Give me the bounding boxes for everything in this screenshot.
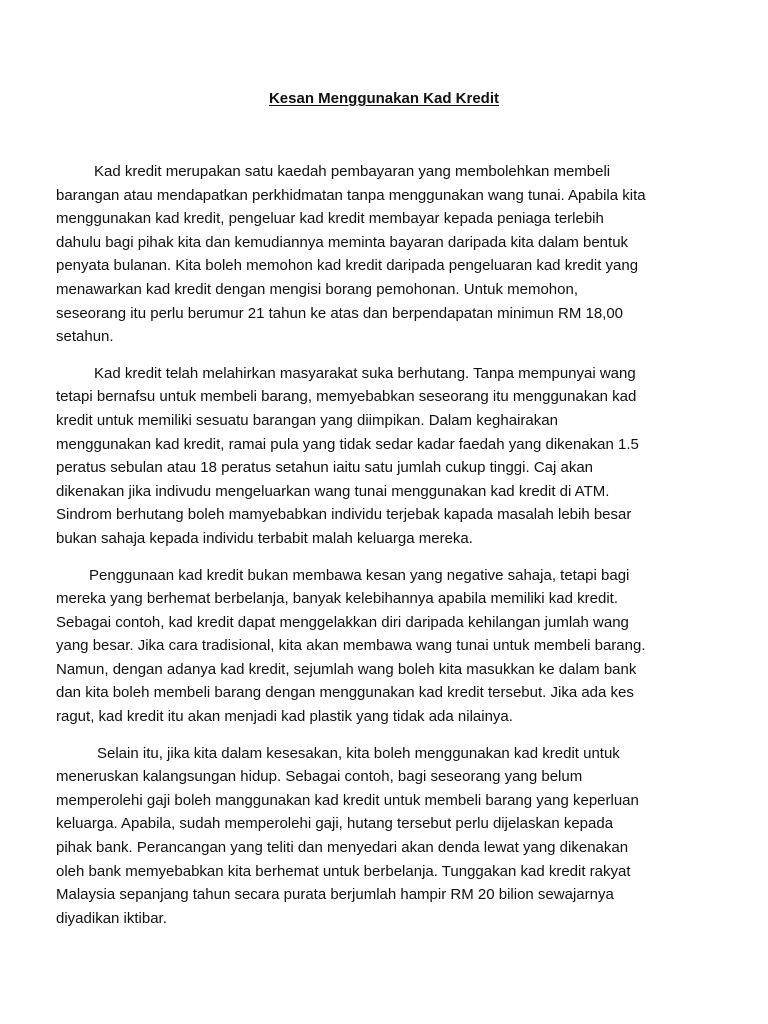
text-line: dikenakan jika indivudu mengeluarkan wang tunai menggunakan kad kredit di ATM. [56,482,610,500]
text-line: pihak bank. Perancangan yang teliti dan menyedari akan denda lewat yang dikenakan [56,839,629,857]
document-title: Kesan Menggunakan Kad Kredit [268,90,500,107]
paragraph-1 [56,160,716,349]
text-line: Kad kredit telah melahirkan masyarakat suka berhutang. Tanpa mempunyai wang [94,364,636,382]
text-line: Selain itu, jika kita dalam kesesakan, kita boleh menggunakan kad kredit untuk [97,744,620,762]
text-line: tetapi bernafsu untuk membeli barang, memyebabkan seseorang itu menggunakan kad [56,388,637,406]
text-line: dahulu bagi pihak kita dan kemudiannya meminta bayaran daripada kita dalam bentuk [56,233,629,251]
text-line: barangan atau mendapatkan perkhidmatan tanpa menggunakan wang tunai. Apabila kita [56,186,646,204]
paragraph-2 [56,362,716,551]
text-line: seseorang itu perlu berumur 21 tahun ke atas dan berpendapatan minimun RM 18,00 [56,304,624,322]
text-line: dan kita boleh membeli barang dengan menggunakan kad kredit tersebut. Jika ada kes [56,684,634,702]
text-line: oleh bank memyebabkan kita berhemat untuk berbelanja. Tunggakan kad kredit rakyat [56,862,631,880]
text-line: kredit untuk memiliki sesuatu barangan yang diimpikan. Dalam keghairakan [56,411,558,429]
text-line: bukan sahaja kepada individu terbabit malah keluarga mereka. [56,529,473,547]
document-body [56,160,716,943]
text-line: Sindrom berhutang boleh mamyebabkan individu terjebak kapada masalah lebih besar [56,506,632,524]
text-line: memperolehi gaji boleh manggunakan kad kredit untuk membeli barang yang keperluan [56,791,639,809]
text-line: Sebagai contoh, kad kredit dapat menggelakkan diri daripada kehilangan jumlah wang [56,613,629,631]
paragraph-3 [56,564,716,729]
text-line: Penggunaan kad kredit bukan membawa kesan yang negative sahaja, tetapi bagi [89,566,630,584]
text-line: Namun, dengan adanya kad kredit, sejumlah wang boleh kita masukkan ke dalam bank [56,660,637,678]
text-line: menggunakan kad kredit, ramai pula yang tidak sedar kadar faedah yang dikenakan 1.5 [56,435,639,453]
text-line: meneruskan kalangsungan hidup. Sebagai contoh, bagi seseorang yang belum [56,768,583,786]
text-line: menawarkan kad kredit dengan mengisi borang pemohonan. Untuk memohon, [56,280,578,298]
text-line: Kad kredit merupakan satu kaedah pembayaran yang membolehkan membeli [94,163,611,180]
paragraph-4 [56,742,716,931]
text-line: penyata bulanan. Kita boleh memohon kad kredit daripada pengeluaran kad kredit yang [56,257,639,275]
text-line: menggunakan kad kredit, pengeluar kad kredit membayar kepada peniaga terlebih [56,210,604,228]
text-line: setahun. [56,328,114,346]
text-line: diyadikan iktibar. [56,909,167,927]
text-line: yang besar. Jika cara tradisional, kita akan membawa wang tunai untuk membeli barang. [56,637,646,655]
text-line: Malaysia sepanjang tahun secara purata berjumlah hampir RM 20 bilion sewajarnya [56,886,614,904]
text-line: mereka yang berhemat berbelanja, banyak kelebihannya apabila memiliki kad kredit. [56,590,618,608]
text-line: keluarga. Apabila, sudah memperolehi gaji, hutang tersebut perlu dijelaskan kepada [56,815,614,833]
text-line: peratus sebulan atau 18 peratus setahun iaitu satu jumlah cukup tinggi. Caj akan [56,459,594,477]
text-line: ragut, kad kredit itu akan menjadi kad plastik yang tidak ada nilainya. [56,708,513,726]
